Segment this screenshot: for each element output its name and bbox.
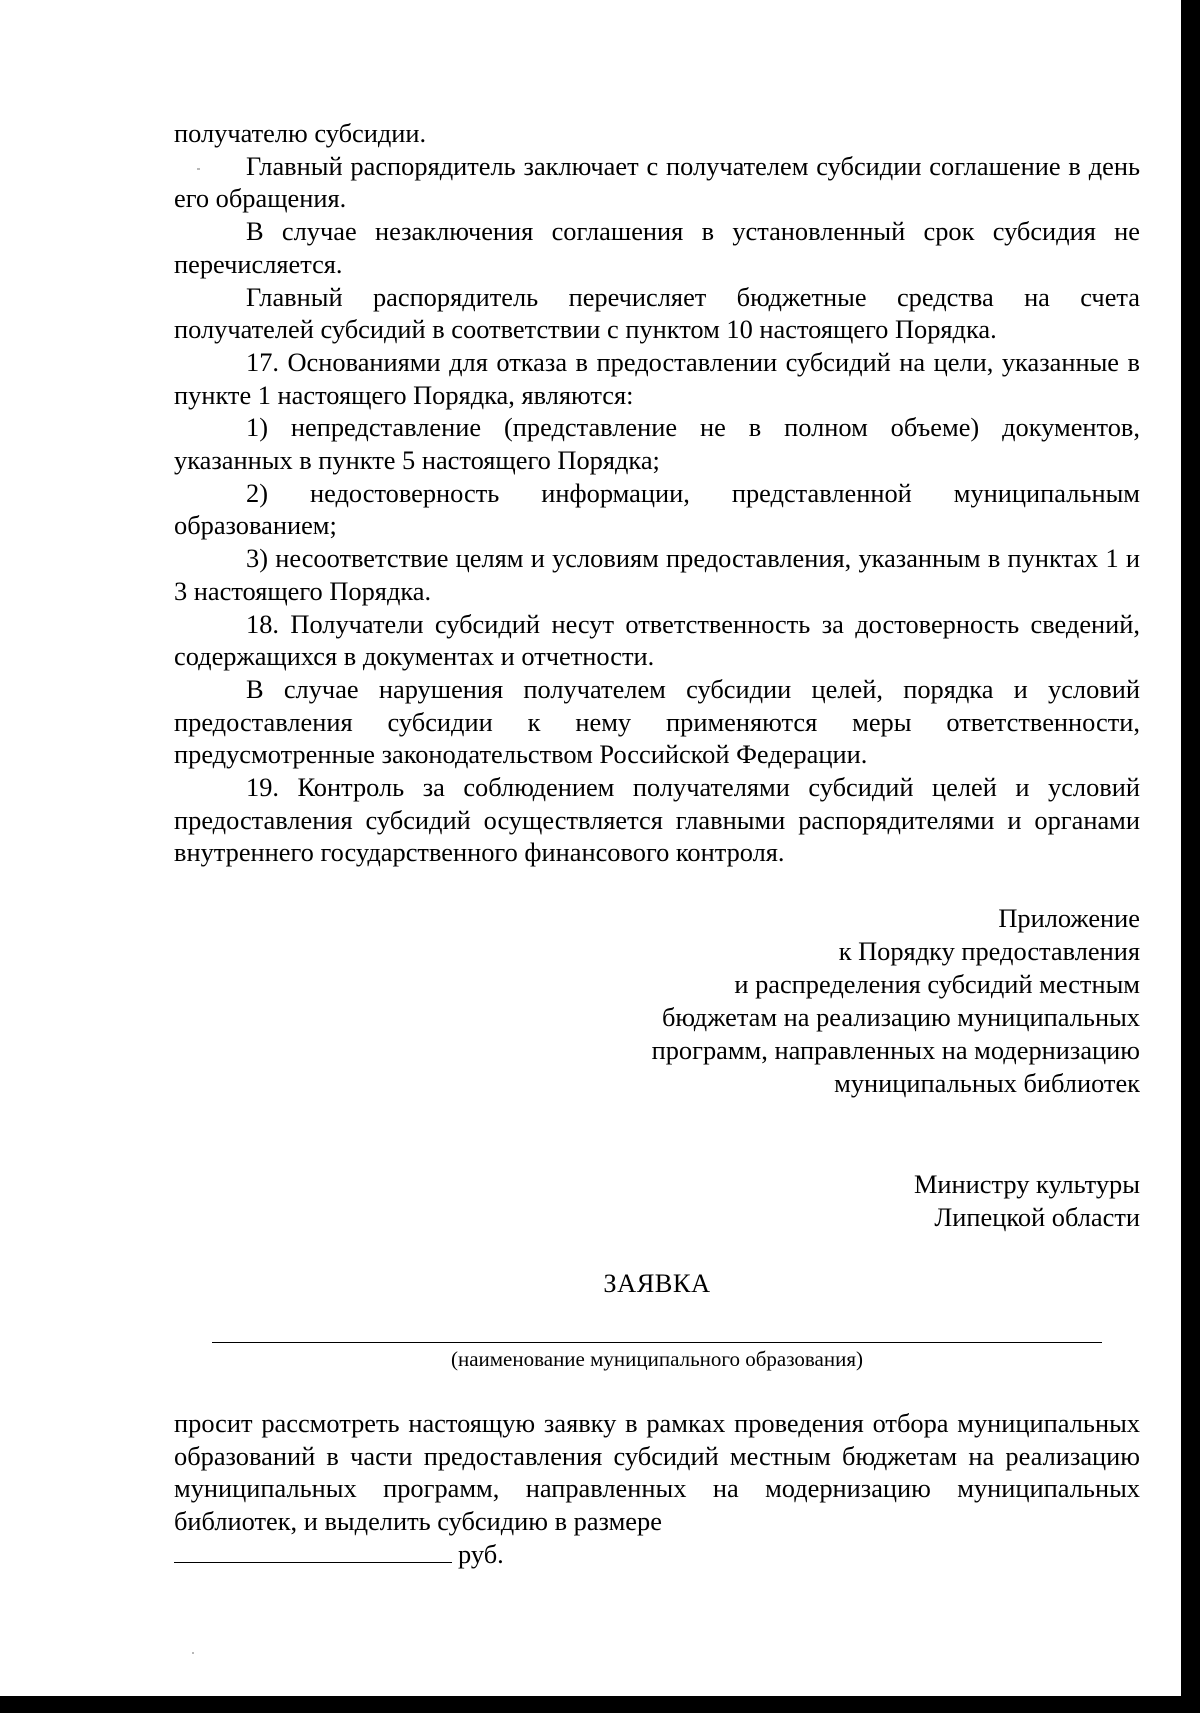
- paragraph-item-3: 3) несоответствие целям и условиям предоставления, указанным в пунктах 1 и 3 настоящего Порядка.: [174, 543, 1140, 606]
- appendix-heading: [174, 902, 1140, 1100]
- paragraph: Главный распорядитель перечисляет бюджетные средства на счета получателей субсидий в соответствии с пунктом 10 настоящего Порядка.: [174, 281, 1140, 345]
- scan-speck: [192, 1652, 194, 1654]
- scan-border-bottom: [0, 1696, 1200, 1713]
- appendix-line: муниципальных библиотек: [834, 1068, 1140, 1099]
- paragraph-clause-19: 19. Контроль за соблюдением получателями субсидий целей и условий предоставления субсидий осуществляется главными распорядителями и органами внутреннего государственного финансового контроля.: [174, 772, 1140, 868]
- paragraph-item-1: 1) непредставление (представление не в полном объеме) документов, указанных в пункте 5 настоящего Порядка;: [174, 412, 1140, 476]
- appendix-line: Приложение: [998, 903, 1140, 934]
- paragraph: В случае незаключения соглашения в установленный срок субсидия не перечисляется.: [174, 216, 1140, 279]
- appendix-line: к Порядку предоставления: [838, 936, 1140, 967]
- appendix-line: программ, направленных на модернизацию: [651, 1035, 1140, 1066]
- scan-border-right: [1181, 0, 1200, 1713]
- field-caption: (наименование муниципального образования): [450, 1346, 864, 1371]
- currency-label: руб.: [458, 1538, 504, 1569]
- blank-line: [212, 1342, 1102, 1343]
- document-body: [174, 117, 1140, 1570]
- request-text: просит рассмотреть настоящую заявку в рамках проведения отбора муниципальных образований в части предоставления субсидий местным бюджетам на реализацию муниципальных программ, направленных на модернизацию муниципальных библиотек, и выделить субсидию в размере: [174, 1407, 1140, 1536]
- paragraph: В случае нарушения получателем субсидии целей, порядка и условий предоставления субсидии к нему применяются меры ответственности, предусмотренные законодательством Российской Федерации.: [174, 673, 1140, 770]
- addressee-line: Министру культуры: [913, 1169, 1140, 1200]
- municipality-name-field: [212, 1342, 1102, 1373]
- addressee-line: Липецкой области: [934, 1202, 1140, 1233]
- application-title: ЗАЯВКА: [603, 1268, 711, 1299]
- paragraph-clause-18: 18. Получатели субсидий несут ответственность за достоверность сведений, содержащихся в документах и отчетности.: [174, 608, 1140, 672]
- addressee-block: [174, 1168, 1140, 1234]
- paragraph: Главный распорядитель заключает с получателем субсидии соглашение в день его обращения.: [174, 150, 1140, 214]
- appendix-line: бюджетам на реализацию муниципальных: [661, 1002, 1140, 1033]
- paragraph-item-2: 2) недостоверность информации, представленной муниципальным образованием;: [174, 477, 1140, 541]
- amount-blank-line: [174, 1538, 452, 1563]
- paragraph-clause-17: 17. Основаниями для отказа в предоставлении субсидий на цели, указанные в пункте 1 настоящего Порядка, являются:: [174, 346, 1140, 410]
- paragraph: получателю субсидии.: [174, 118, 427, 148]
- request-paragraph: [174, 1407, 1140, 1571]
- appendix-line: и распределения субсидий местным: [734, 969, 1140, 1000]
- scan-speck: [197, 168, 200, 170]
